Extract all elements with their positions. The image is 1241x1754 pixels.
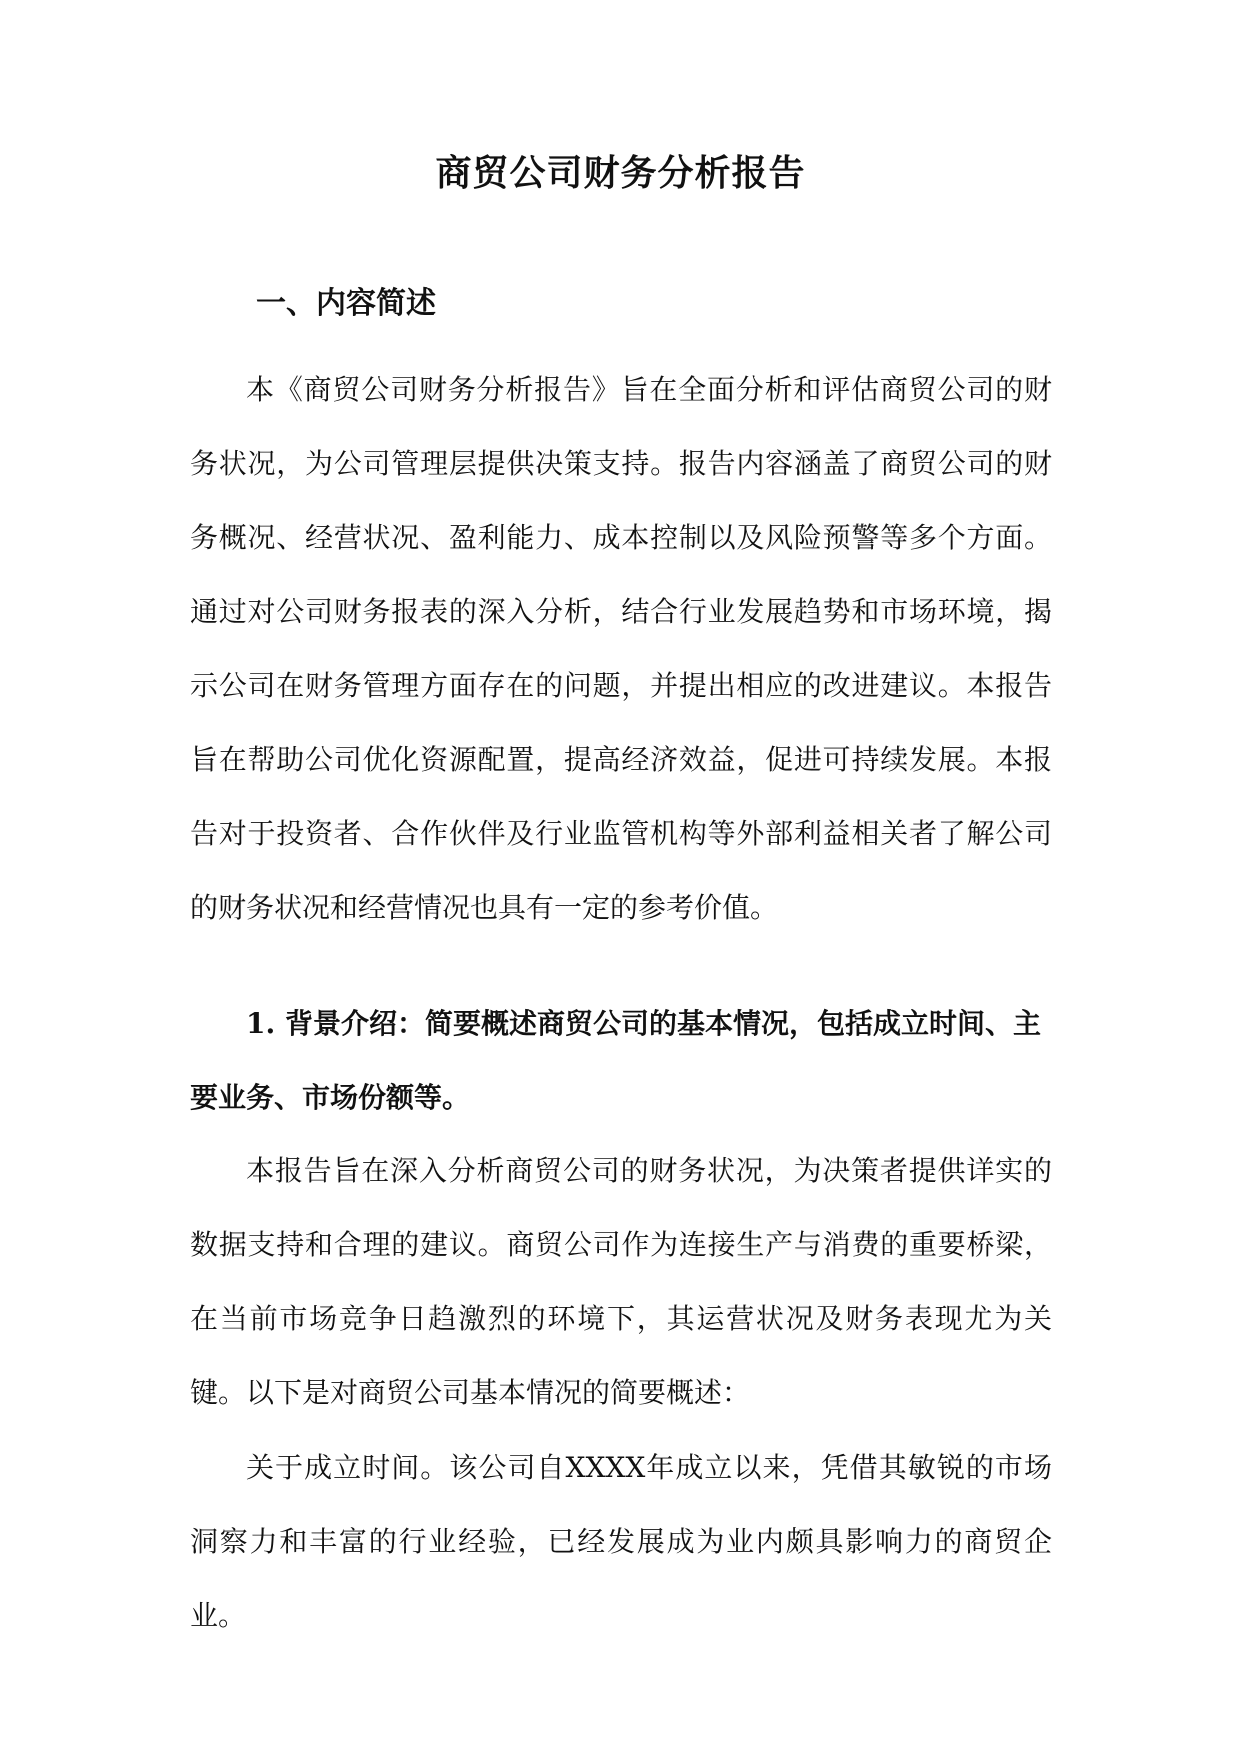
document-title: 商贸公司财务分析报告 [435,152,806,194]
paragraph-founding: 关于成立时间。该公司自XXXX年成立以来，凭借其敏锐的市场洞察力和丰富的行业经验，已经发展成为业内颇具影响力的商贸企业。 [190,1451,1052,1632]
paragraph-overview: 本《商贸公司财务分析报告》旨在全面分析和评估商贸公司的财务状况，为公司管理层提供决策支持。报告内容涵盖了商贸公司的财务概况、经营状况、盈利能力、成本控制以及风险预警等多个方面。通过对公司财务报表的深入分析，结合行业发展趋势和市场环境，揭示公司在财务管理方面存在的问题，并提出相应的改进建议。本报告旨在帮助公司优化资源配置，提高经济效益，促进可持续发展。本报告对于投资者、合作伙伴及行业监管机构等外部利益相关者了解公司的财务状况和经营情况也具有一定的参考价值。 [190,373,1052,924]
paragraph-background: 本报告旨在深入分析商贸公司的财务状况，为决策者提供详实的数据支持和合理的建议。商贸公司作为连接生产与消费的重要桥梁，在当前市场竞争日趋激烈的环境下，其运营状况及财务表现尤为关键。以下是对商贸公司基本情况的简要概述： [190,1154,1052,1409]
subheading-background: 1. 背景介绍：简要概述商贸公司的基本情况，包括成立时间、主要业务、市场份额等。 [190,1007,1041,1114]
section-heading: 一、内容简述 [256,286,436,321]
